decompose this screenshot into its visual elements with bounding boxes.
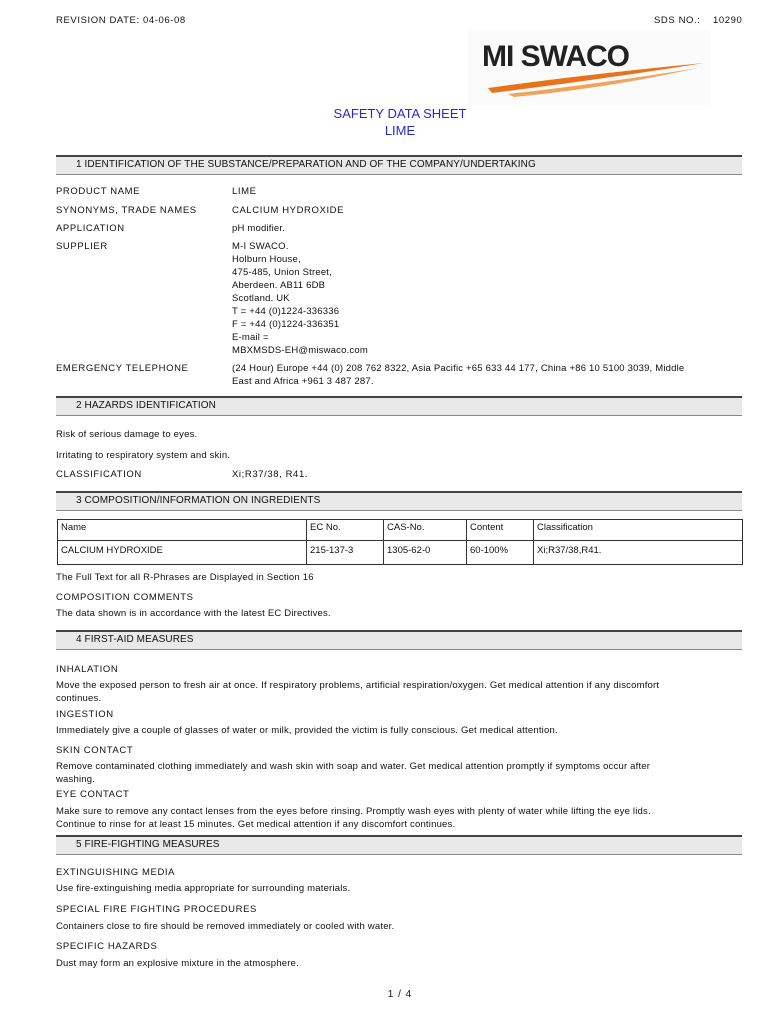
emergency-telephone-value	[232, 362, 684, 388]
emergency-line: East and Africa +961 3 487 287.	[232, 376, 374, 387]
emergency-telephone-label: EMERGENCY TELEPHONE	[56, 363, 189, 374]
skin-contact-text	[56, 760, 650, 786]
table-cell-name: CALCIUM HYDROXIDE	[58, 541, 307, 565]
hazard-statement: Risk of serious damage to eyes.	[56, 429, 198, 440]
ingestion-text: Immediately give a couple of glasses of water or milk, provided the victim is fully conscious. Get medical attention.	[56, 725, 558, 736]
document-title: SAFETY DATA SHEET	[333, 106, 467, 121]
section-1-heading-bar	[56, 155, 742, 175]
eye-contact-line: Make sure to remove any contact lenses from the eyes before rinsing. Promptly wash eyes with plenty of water while lifting the eye lids.	[56, 806, 651, 817]
table-cell-cas: 1305-62-0	[384, 541, 467, 565]
classification-value: Xi;R37/38, R41.	[232, 469, 309, 480]
table-cell-content: 60-100%	[467, 541, 534, 565]
supplier-line: Holburn House,	[232, 254, 301, 265]
inhalation-label: INHALATION	[56, 664, 119, 675]
company-logo	[468, 30, 710, 105]
product-name-value: LIME	[232, 186, 257, 197]
inhalation-text	[56, 679, 659, 705]
supplier-line: 475-485, Union Street,	[232, 267, 332, 278]
extinguishing-media-text: Use fire-extinguishing media appropriate for surrounding materials.	[56, 883, 351, 894]
supplier-line: T = +44 (0)1224-336336	[232, 306, 340, 317]
revision-date: REVISION DATE: 04-06-08	[56, 15, 186, 26]
supplier-line: M-I SWACO.	[232, 241, 289, 252]
document-subtitle: LIME	[384, 123, 416, 138]
inhalation-line: Move the exposed person to fresh air at once. If respiratory problems, artificial respiration/oxygen. Get medical attention if any discomfort	[56, 680, 660, 691]
inhalation-line: continues.	[56, 693, 102, 704]
table-header-classification: Classification	[534, 520, 743, 541]
supplier-line: Aberdeen. AB11 6DB	[232, 280, 326, 291]
skin-contact-line: Remove contaminated clothing immediately and wash skin with soap and water. Get medical attention promptly if symptoms occur after	[56, 761, 651, 772]
composition-comments-text: The data shown is in accordance with the latest EC Directives.	[56, 608, 331, 619]
section-2-heading: 2 HAZARDS IDENTIFICATION	[76, 400, 217, 411]
table-cell-classification: Xi;R37/38,R41.	[534, 541, 743, 565]
section-5-heading: 5 FIRE-FIGHTING MEASURES	[76, 839, 220, 850]
sds-number-label: SDS NO.:	[654, 15, 701, 26]
logo-wordmark: MI SWACO	[482, 40, 629, 73]
section-3-heading-bar	[56, 491, 742, 511]
section-4-heading-bar	[56, 630, 742, 650]
eye-contact-line: Continue to rinse for at least 15 minutes. Get medical attention if any discomfort continues.	[56, 819, 456, 830]
table-header-cas: CAS-No.	[384, 520, 467, 541]
synonyms-value: CALCIUM HYDROXIDE	[232, 205, 345, 216]
supplier-email: MBXMSDS-EH@miswaco.com	[232, 345, 368, 356]
fire-procedures-text: Containers close to fire should be removed immediately or cooled with water.	[56, 921, 395, 932]
composition-table	[57, 519, 743, 565]
section-5-heading-bar	[56, 835, 742, 855]
extinguishing-media-label: EXTINGUISHING MEDIA	[56, 867, 176, 878]
application-label: APPLICATION	[56, 223, 125, 234]
table-header-row	[58, 520, 743, 541]
emergency-line: (24 Hour) Europe +44 (0) 208 762 8322, Asia Pacific +65 633 44 177, China +86 10 5100 3039, Middle	[232, 363, 685, 374]
skin-contact-line: washing.	[56, 774, 96, 785]
supplier-line: Scotland. UK	[232, 293, 290, 304]
application-value: pH modifier.	[232, 223, 286, 234]
sds-number-value: 10290	[713, 15, 743, 26]
section-3-heading: 3 COMPOSITION/INFORMATION ON INGREDIENTS	[76, 495, 321, 506]
specific-hazards-text: Dust may form an explosive mixture in the atmosphere.	[56, 958, 299, 969]
supplier-line: E-mail =	[232, 332, 269, 343]
table-header-content: Content	[467, 520, 534, 541]
specific-hazards-label: SPECIFIC HAZARDS	[56, 941, 158, 952]
eye-contact-label: EYE CONTACT	[56, 789, 130, 800]
section-2-heading-bar	[56, 396, 742, 416]
classification-label: CLASSIFICATION	[56, 469, 142, 480]
section-4-heading: 4 FIRST-AID MEASURES	[76, 634, 194, 645]
composition-comments-label: COMPOSITION COMMENTS	[56, 592, 194, 603]
table-row	[58, 541, 743, 565]
table-header-ec: EC No.	[307, 520, 384, 541]
skin-contact-label: SKIN CONTACT	[56, 745, 134, 756]
table-header-name: Name	[58, 520, 307, 541]
ingestion-label: INGESTION	[56, 709, 114, 720]
supplier-line: F = +44 (0)1224-336351	[232, 319, 340, 330]
table-cell-ec: 215-137-3	[307, 541, 384, 565]
product-name-label: PRODUCT NAME	[56, 186, 141, 197]
supplier-address	[232, 240, 368, 357]
hazard-statement: Irritating to respiratory system and skin.	[56, 450, 231, 461]
synonyms-label: SYNONYMS, TRADE NAMES	[56, 205, 197, 216]
supplier-label: SUPPLIER	[56, 241, 108, 252]
eye-contact-text	[56, 805, 651, 831]
r-phrases-note: The Full Text for all R-Phrases are Displayed in Section 16	[56, 572, 314, 583]
section-1-heading: 1 IDENTIFICATION OF THE SUBSTANCE/PREPARATION AND OF THE COMPANY/UNDERTAKING	[76, 159, 536, 170]
fire-procedures-label: SPECIAL FIRE FIGHTING PROCEDURES	[56, 904, 257, 915]
page-number: 1 / 4	[387, 989, 413, 1000]
